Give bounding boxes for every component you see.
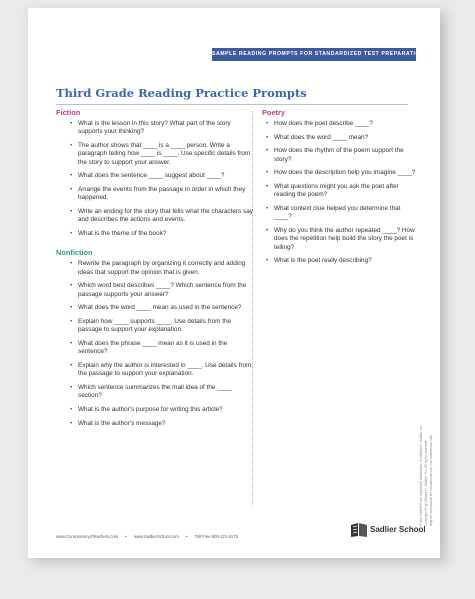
footer-phone: Toll Free 800-221-5175 <box>194 534 238 539</box>
bullet-icon: • <box>70 186 73 193</box>
prompt-text: Which sentence summarizes the mail idea of the ____ section? <box>78 384 232 400</box>
fiction-heading: Fiction <box>56 108 81 117</box>
bullet-icon: • <box>70 208 73 215</box>
list-item <box>56 282 256 299</box>
bullet-icon: • <box>266 120 269 127</box>
legal-line-1: ® and Sadlier® are registered trademarks of William H. Sadlier, Inc. <box>419 424 423 526</box>
prompt-text: What is the author's purpose for writing this article? <box>78 406 223 413</box>
prompt-text: Arrange the events from the passage in order in which they happened. <box>78 186 246 202</box>
prompt-text: What does the sentence ____ suggest about ____? <box>78 172 225 180</box>
list-item <box>56 208 256 225</box>
list-item <box>56 384 256 401</box>
bullet-icon: • <box>70 340 73 347</box>
bullet-icon: • <box>266 182 269 190</box>
bullet-icon: • <box>266 257 269 265</box>
bullet-icon: • <box>70 230 73 237</box>
bullet-icon: • <box>70 406 73 413</box>
prompt-text: How does the poet describe ____? <box>274 120 373 127</box>
logo-text: Sadlier School <box>370 525 426 534</box>
bullet-icon: • <box>70 142 73 149</box>
footer <box>56 534 244 539</box>
list-item <box>262 257 416 265</box>
bullet-icon: • <box>70 172 73 180</box>
prompt-text: What is the lesson in this story? What part of the story supports your thinking? <box>78 120 231 136</box>
list-item <box>56 318 256 335</box>
list-item <box>56 420 256 428</box>
bullet-icon: • <box>266 147 269 155</box>
prompt-text: What is the theme of the book? <box>78 230 167 237</box>
bullet-icon: • <box>266 169 269 177</box>
list-item <box>56 406 256 414</box>
legal-line-2: Copyright © by William H. Sadlier, Inc. All rights reserved. <box>424 439 428 526</box>
legal-line-3: May be reproduced for educational use (not commercial use). <box>429 433 433 526</box>
prompt-text: Explain how ____ supports ____. Use details from the passage to support your explanation. <box>78 318 232 334</box>
footer-separator: • <box>186 534 188 539</box>
bullet-icon: • <box>266 204 269 212</box>
left-column <box>56 108 256 433</box>
prompt-text: What does the word ____ mean? <box>274 133 369 141</box>
prompt-text: What does the phrase ____ mean as it is used in the sentence? <box>78 340 228 356</box>
list-item <box>56 304 256 312</box>
list-item <box>56 142 256 167</box>
footer-site-sadlier: www.SadlierSchool.com <box>133 534 179 539</box>
bullet-icon: • <box>266 133 269 141</box>
list-item <box>262 227 416 252</box>
bullet-icon: • <box>70 362 73 369</box>
bullet-icon: • <box>70 384 73 391</box>
title-divider <box>56 104 408 105</box>
list-item <box>262 183 416 200</box>
bullet-icon: • <box>70 282 73 290</box>
list-item <box>56 340 256 357</box>
bullet-icon: • <box>70 304 73 312</box>
prompt-text: What is the poet really describing? <box>274 257 372 265</box>
prompt-text: What is the author's message? <box>78 419 166 427</box>
footer-separator: • <box>125 534 127 539</box>
list-item <box>262 169 416 177</box>
prompt-text: Rewrite the paragraph by organizing it correctly and adding ideas that support the opinion that is given. <box>78 260 246 276</box>
prompt-text: How does the description help you imagine ____? <box>274 169 416 177</box>
nonfiction-list <box>56 260 256 428</box>
list-item <box>56 120 256 137</box>
poetry-heading: Poetry <box>262 108 286 117</box>
bullet-icon: • <box>70 260 73 268</box>
prompt-text: Write an ending for the story that tells what the characters say and describes the actions and events. <box>78 208 253 224</box>
footer-site-corelit: www.CoreLiteracy4Teachers.com <box>56 534 119 539</box>
page-title: Third Grade Reading Practice Prompts <box>56 86 307 100</box>
list-item <box>56 172 256 180</box>
list-item <box>56 186 256 203</box>
bullet-icon: • <box>70 419 73 427</box>
prompt-text: Which word best describes ____? Which sentence from the passage supports your answer? <box>78 282 247 298</box>
list-item <box>262 134 416 142</box>
list-item <box>56 362 256 379</box>
prompt-text: Why do you think the author repeated ____? How does the repetition help build the story the poet is telling? <box>274 226 415 251</box>
prompt-text: What context clue helped you determine that ____? <box>274 204 401 221</box>
fiction-list <box>56 120 256 238</box>
list-item <box>262 120 416 128</box>
list-item <box>262 147 416 164</box>
prompt-text: How does the rhythm of the poem support the story? <box>274 147 404 163</box>
list-item <box>56 260 256 277</box>
prompt-text: What does the word ____ mean as used in the sentence? <box>78 304 242 312</box>
list-item <box>56 230 256 238</box>
header-banner: SAMPLE READING PROMPTS FOR STANDARDIZED TEST PREPARATION <box>212 48 416 61</box>
bullet-icon: • <box>70 120 73 127</box>
sadlier-logo <box>350 520 426 540</box>
right-column <box>262 108 416 271</box>
prompt-text: The author shows that ____ is a ____ person. Write a paragraph telling how ____ is ____. Use specific details from the story to support your answer. <box>78 142 251 166</box>
worksheet-page <box>28 8 440 558</box>
bullet-icon: • <box>70 318 73 325</box>
bullet-icon: • <box>266 226 269 234</box>
nonfiction-heading: Nonfiction <box>56 248 93 258</box>
prompt-text: What questions might you ask the poet after reading the poem? <box>274 182 399 199</box>
list-item <box>262 205 416 222</box>
prompt-text: Explain why the author is interested in ____. Use details from the passage to support your explanation. <box>78 362 252 378</box>
poetry-list <box>262 120 416 266</box>
book-logo-icon <box>350 522 368 538</box>
legal-side-text <box>417 128 437 528</box>
